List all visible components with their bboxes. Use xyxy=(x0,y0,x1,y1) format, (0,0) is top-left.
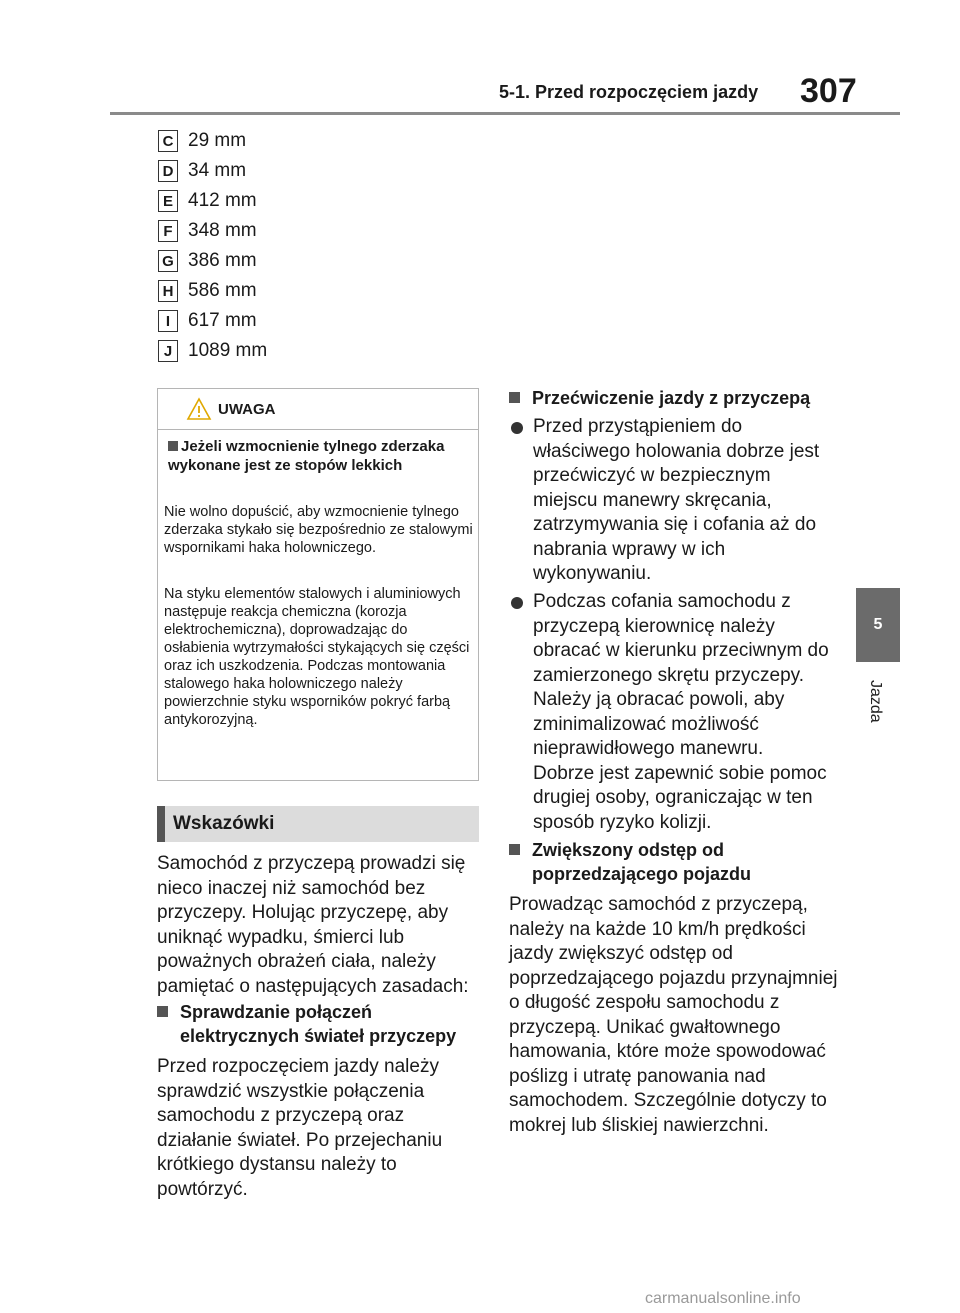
dimension-value: 29 mm xyxy=(188,130,247,151)
bullet-dot-icon xyxy=(511,597,523,609)
dimension-letter: C xyxy=(158,130,178,152)
section-heading-text: Przećwiczenie jazdy z przyczepą xyxy=(532,388,811,408)
tips-header xyxy=(157,806,479,842)
warning-subheading xyxy=(168,437,473,475)
page-number: 307 xyxy=(800,72,857,110)
square-bullet-icon xyxy=(509,844,520,855)
dimension-letter: J xyxy=(158,340,178,362)
dimension-letter: H xyxy=(158,280,178,302)
dimension-row xyxy=(158,280,257,304)
dimension-value: 412 mm xyxy=(188,190,257,211)
tips-stripe xyxy=(157,806,165,842)
dimension-value: 1089 mm xyxy=(188,340,268,361)
chapter-tab[interactable]: 5 xyxy=(856,588,900,662)
dimension-row xyxy=(158,340,267,364)
section-heading xyxy=(509,838,839,886)
section-heading-text: Zwiększony odstęp od poprzedzającego pojazdu xyxy=(532,840,752,884)
warning-label: UWAGA xyxy=(218,401,276,418)
dimension-letter: I xyxy=(158,310,178,332)
chapter-label: Jazda xyxy=(867,680,884,723)
warning-divider xyxy=(158,429,478,430)
bullet-dot-icon xyxy=(511,422,523,434)
body-paragraph: Przed rozpoczęciem jazdy należy sprawdzić wszystkie połączenia samochodu z przyczepą oraz działanie świateł. Po przejechaniu krótkiego dystansu należy to powtórzyć. xyxy=(157,1056,443,1200)
square-bullet-icon xyxy=(509,392,520,403)
dimension-letter: E xyxy=(158,190,178,212)
section-heading-text: Sprawdzanie połączeń elektrycznych świateł przyczepy xyxy=(180,1002,457,1046)
dimension-row xyxy=(158,130,246,154)
intro-paragraph: Samochód z przyczepą prowadzi się nieco inaczej niż samochód bez przyczepy. Holując przyczepę, aby uniknąć wypadku, śmierci lub poważnych obrażeń ciała, należy pamiętać o następujących zasadach: xyxy=(157,853,469,997)
section-heading xyxy=(157,1000,457,1048)
dimension-row xyxy=(158,310,257,334)
body-paragraph: Prowadząc samochód z przyczepą, należy na każde 10 km/h prędkości jazdy zwiększyć odstęp od poprzedzającego pojazdu przynajmniej o długość zespołu samochodu z przyczepą. Unikać gwałtownego hamowania, które może spowodować poślizg i utratę panowania nad samochodem. Szczególnie dotyczy to mokrej lub śliskiej nawierzchni. xyxy=(509,894,838,1136)
bullet-item xyxy=(509,415,829,587)
dimension-row xyxy=(158,160,246,184)
section-heading xyxy=(509,386,849,410)
header-title: 5-1. Przed rozpoczęciem jazdy xyxy=(499,82,759,102)
dimension-letter: G xyxy=(158,250,178,272)
bullet-text: Podczas cofania samochodu z przyczepą kierownicę należy obracać w kierunku przeciwnym do zamierzonego skrętu przyczepy. Należy ją obracać powoli, aby zminimalizować możliwość nieprawidłowego manewru. Dobrze jest zapewnić sobie pomoc drugiej osoby, ograniczając w ten sposób ryzyko kolizji. xyxy=(533,591,829,833)
warning-triangle-icon xyxy=(186,397,212,421)
bullet-text: Przed przystąpieniem do właściwego holowania dobrze jest przećwiczyć w bezpiecznym miejscu manewry skręcania, zatrzymywania się i cofania aż do nabrania wprawy w ich wykonywaniu. xyxy=(533,416,820,584)
tips-label: Wskazówki xyxy=(173,813,275,834)
dimension-row xyxy=(158,250,257,274)
dimension-value: 348 mm xyxy=(188,220,257,241)
dimension-value: 617 mm xyxy=(188,310,257,331)
warning-header xyxy=(158,389,478,429)
dimension-row xyxy=(158,220,257,244)
watermark: carmanualsonline.info xyxy=(645,1290,801,1307)
square-bullet-icon xyxy=(157,1006,168,1017)
bullet-item xyxy=(509,590,829,835)
dimension-row xyxy=(158,190,257,214)
dimension-value: 586 mm xyxy=(188,280,257,301)
dimension-letter: D xyxy=(158,160,178,182)
warning-paragraph: Nie wolno dopuścić, aby wzmocnienie tylnego zderzaka stykało się bezpośrednio ze stalowymi wspornikami haka holowniczego. xyxy=(164,504,473,556)
dimension-letter: F xyxy=(158,220,178,242)
dimension-value: 386 mm xyxy=(188,250,257,271)
dimension-value: 34 mm xyxy=(188,160,247,181)
header-rule xyxy=(110,112,900,115)
warning-subheading-text: Jeżeli wzmocnienie tylnego zderzaka wykonane jest ze stopów lekkich xyxy=(168,438,445,474)
square-bullet-icon xyxy=(168,441,178,451)
warning-box xyxy=(157,388,479,781)
warning-paragraph: Na styku elementów stalowych i aluminiowych następuje reakcja chemiczna (korozja elektrochemiczna), doprowadzając do osłabienia wytrzymałości stykających się części oraz ich uszkodzenia. Podczas montowania stalowego haka holowniczego należy powierzchnie styku wsporników pokryć farbą antykorozyjną. xyxy=(164,586,470,728)
